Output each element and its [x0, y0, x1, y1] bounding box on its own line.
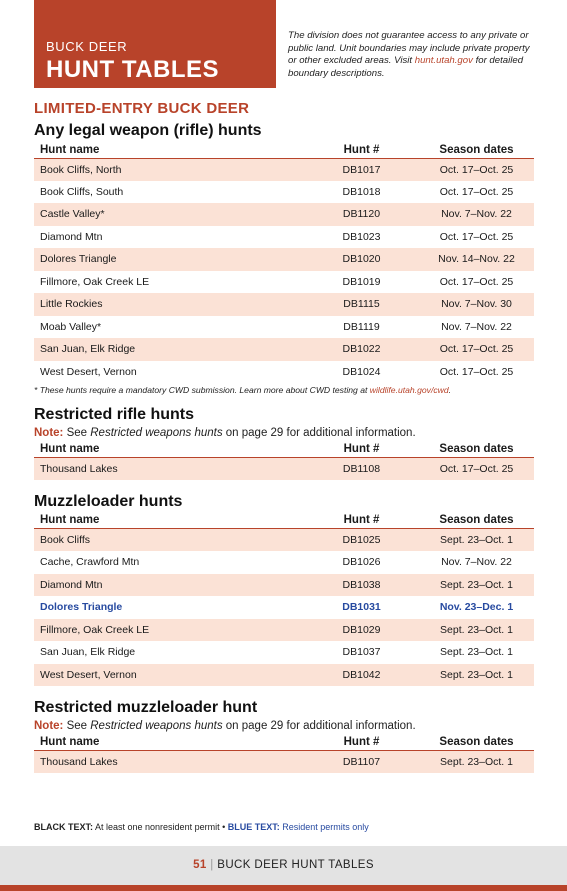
table-row — [34, 750, 534, 773]
hunt-number-cell: DB1024 — [342, 365, 381, 378]
hunt-number-cell: DB1023 — [342, 230, 381, 243]
legend-black-desc: At least one nonresident permit • — [93, 822, 228, 832]
header-kicker: BUCK DEER — [46, 39, 128, 54]
season-dates-cell: Nov. 14–Nov. 22 — [419, 248, 534, 271]
footnote-pre: * These hunts require a mandatory CWD submission. Learn more about CWD testing at — [34, 385, 370, 395]
season-dates-cell: Oct. 17–Oct. 25 — [419, 158, 534, 181]
restricted-rifle-note — [34, 426, 534, 440]
note-pre: See — [63, 720, 91, 732]
table-row — [34, 271, 534, 294]
disclaimer-text — [288, 30, 538, 80]
table-row — [34, 338, 534, 361]
col-header-season: Season dates — [419, 142, 534, 158]
season-dates-cell: Sept. 23–Oct. 1 — [419, 529, 534, 552]
restricted-rifle-heading: Restricted rifle hunts — [34, 406, 195, 423]
legend-blue-desc: Resident permits only — [279, 822, 369, 832]
col-header-number: Hunt # — [304, 142, 419, 158]
cwd-footnote — [34, 385, 534, 395]
season-dates-cell: Sept. 23–Oct. 1 — [419, 664, 534, 687]
hunt-name-cell: Thousand Lakes — [34, 457, 304, 480]
hunt-name-cell: San Juan, Elk Ridge — [34, 338, 304, 361]
hunt-name-cell: Fillmore, Oak Creek LE — [34, 619, 304, 642]
hunt-name-cell: Dolores Triangle — [40, 601, 123, 614]
muzzleloader-heading: Muzzleloader hunts — [34, 492, 183, 510]
season-dates-cell: Sept. 23–Oct. 1 — [419, 619, 534, 642]
note-emphasis: Restricted weapons hunts — [90, 720, 223, 732]
restricted-rifle-table — [34, 441, 534, 480]
table-row — [34, 529, 534, 552]
hunt-name-cell: Dolores Triangle — [34, 248, 304, 271]
note-post: on page 29 for additional information. — [222, 720, 416, 732]
table-row — [34, 293, 534, 316]
hunt-number-cell: DB1019 — [342, 275, 381, 288]
bottom-accent-bar — [0, 885, 567, 891]
season-dates-cell: Oct. 17–Oct. 25 — [439, 185, 514, 198]
table-row — [34, 158, 534, 181]
hunt-number-cell: DB1042 — [304, 664, 419, 687]
restricted-muzzleloader-note — [34, 719, 534, 733]
hunt-name-cell: Cache, Crawford Mtn — [40, 556, 140, 569]
hunt-name-cell: Book Cliffs — [34, 529, 304, 552]
season-dates-cell: Nov. 7–Nov. 22 — [441, 556, 512, 569]
hunt-number-cell: DB1018 — [342, 185, 381, 198]
footer-separator: | — [206, 859, 218, 871]
table-header-row — [34, 441, 534, 457]
table-row — [34, 361, 534, 384]
table-header-row — [34, 142, 534, 158]
hunt-number-cell: DB1107 — [304, 750, 419, 773]
col-header-season: Season dates — [419, 441, 534, 457]
footnote-post: . — [448, 385, 452, 395]
hunt-name-cell: Little Rockies — [34, 293, 304, 316]
hunt-number-cell: DB1031 — [342, 601, 381, 614]
table-row — [34, 226, 534, 249]
section-label: LIMITED-ENTRY BUCK DEER — [34, 100, 250, 117]
season-dates-cell: Nov. 7–Nov. 30 — [419, 293, 534, 316]
col-header-season: Season dates — [419, 513, 534, 529]
page-number: 51 — [193, 859, 207, 871]
table-row — [34, 641, 534, 664]
legend-blue-label: BLUE TEXT: — [227, 822, 280, 832]
season-dates-cell: Nov. 7–Nov. 22 — [419, 203, 534, 226]
page-footer — [0, 846, 567, 885]
col-header-name: Hunt name — [34, 734, 304, 750]
hunt-name-cell: Moab Valley* — [40, 320, 102, 333]
legend-black-label: BLACK TEXT: — [34, 822, 93, 832]
season-dates-cell: Sept. 23–Oct. 1 — [440, 646, 513, 659]
hunt-number-cell: DB1108 — [304, 457, 419, 480]
hunt-name-cell: Book Cliffs, North — [34, 158, 304, 181]
restricted-muzzleloader-table — [34, 734, 534, 773]
hunt-number-cell: DB1017 — [304, 158, 419, 181]
hunt-name-cell: West Desert, Vernon — [34, 664, 304, 687]
page-title: HUNT TABLES — [46, 56, 220, 83]
table-row — [34, 664, 534, 687]
season-dates-cell: Nov. 23–Dec. 1 — [439, 601, 514, 614]
col-header-number: Hunt # — [304, 441, 419, 457]
table-row — [34, 181, 534, 204]
table-row — [34, 457, 534, 480]
hunt-name-cell: San Juan, Elk Ridge — [40, 646, 136, 659]
note-pre: See — [63, 427, 91, 439]
season-dates-cell: Oct. 17–Oct. 25 — [439, 275, 514, 288]
table-header-row — [34, 513, 534, 529]
col-header-name: Hunt name — [34, 513, 304, 529]
hunt-number-cell: DB1022 — [304, 338, 419, 361]
hunt-number-cell: DB1120 — [304, 203, 419, 226]
hunt-name-cell: Book Cliffs, South — [40, 185, 124, 198]
tables-content — [34, 121, 534, 773]
footer-title: BUCK DEER HUNT TABLES — [217, 859, 374, 871]
hunt-name-cell: Diamond Mtn — [34, 574, 304, 597]
hunt-number-cell: DB1119 — [343, 320, 380, 333]
season-dates-cell: Oct. 17–Oct. 25 — [419, 457, 534, 480]
season-dates-cell: Sept. 23–Oct. 1 — [419, 750, 534, 773]
hunt-number-cell: DB1026 — [342, 556, 381, 569]
season-dates-cell: Oct. 17–Oct. 25 — [419, 338, 534, 361]
cwd-link[interactable]: wildlife.utah.gov/cwd — [369, 385, 449, 395]
header-banner — [34, 0, 276, 88]
table-row — [34, 203, 534, 226]
hunt-name-cell: Fillmore, Oak Creek LE — [40, 275, 150, 288]
hunt-number-cell: DB1029 — [304, 619, 419, 642]
restricted-muzzleloader-heading: Restricted muzzleloader hunt — [34, 699, 258, 716]
note-label: Note: — [34, 427, 64, 439]
note-emphasis: Restricted weapons hunts — [90, 427, 223, 439]
table-row — [34, 316, 534, 339]
table-row — [34, 551, 534, 574]
season-dates-cell: Nov. 7–Nov. 22 — [441, 320, 512, 333]
col-header-season: Season dates — [419, 734, 534, 750]
hunt-name-cell: Castle Valley* — [34, 203, 304, 226]
muzzleloader-table — [34, 513, 534, 687]
disclaimer-link[interactable]: hunt.utah.gov — [414, 55, 473, 66]
col-header-number: Hunt # — [304, 734, 419, 750]
hunt-number-cell: DB1020 — [304, 248, 419, 271]
hunt-name-cell: West Desert, Vernon — [40, 365, 137, 378]
rifle-table — [34, 142, 534, 383]
hunt-name-cell: Thousand Lakes — [34, 750, 304, 773]
season-dates-cell: Sept. 23–Oct. 1 — [419, 574, 534, 597]
table-row — [34, 574, 534, 597]
col-header-name: Hunt name — [34, 142, 304, 158]
note-post: on page 29 for additional information. — [222, 427, 416, 439]
color-legend — [34, 822, 369, 832]
col-header-number: Hunt # — [304, 513, 419, 529]
hunt-number-cell: DB1038 — [304, 574, 419, 597]
hunt-number-cell: DB1025 — [304, 529, 419, 552]
hunt-name-cell: Diamond Mtn — [40, 230, 103, 243]
rifle-heading: Any legal weapon (rifle) hunts — [34, 122, 262, 139]
col-header-name: Hunt name — [34, 441, 304, 457]
table-row — [34, 596, 534, 619]
hunt-number-cell: DB1037 — [342, 646, 381, 659]
season-dates-cell: Oct. 17–Oct. 25 — [439, 365, 514, 378]
hunt-number-cell: DB1115 — [304, 293, 419, 316]
table-header-row — [34, 734, 534, 750]
table-row — [34, 248, 534, 271]
disclaimer-post: for detailed boundary descriptions. — [288, 55, 524, 79]
note-label: Note: — [34, 720, 64, 732]
table-row — [34, 619, 534, 642]
season-dates-cell: Oct. 17–Oct. 25 — [439, 230, 514, 243]
disclaimer-pre: The division does not guarantee access to any private or public land. Unit boundaries may include private property or other excluded areas. Visit — [288, 30, 530, 66]
